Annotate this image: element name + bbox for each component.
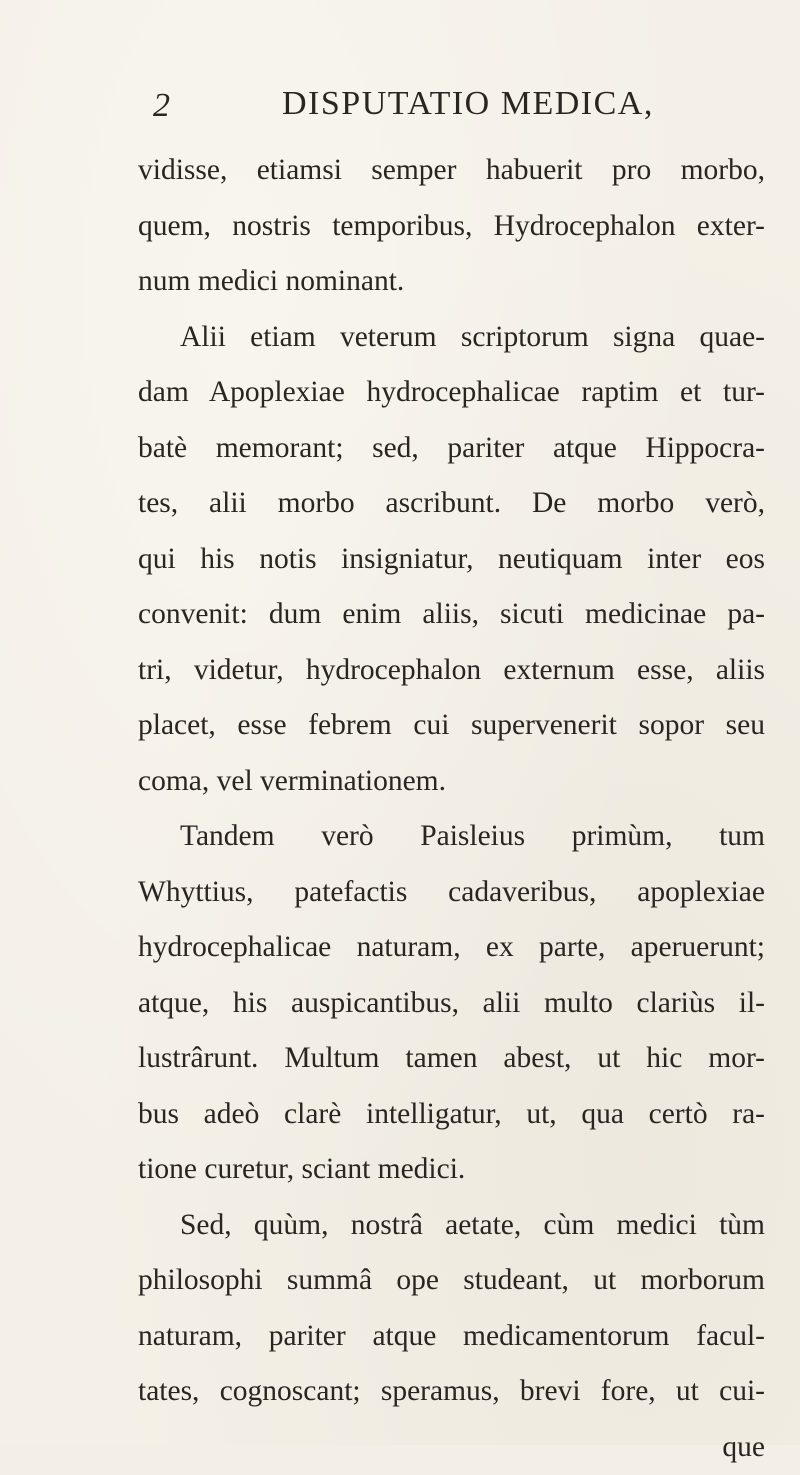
text-line: qui his notis insigniatur, neutiquam inter eos [138, 532, 765, 588]
text-line: quem, nostris temporibus, Hydrocephalon exter- [138, 199, 765, 255]
text-line: naturam, pariter atque medicamentorum facul- [138, 1309, 765, 1365]
text-line: dam Apoplexiae hydrocephalicae raptim et tur- [138, 365, 765, 421]
text-line: philosophi summâ ope studeant, ut morborum [138, 1253, 765, 1309]
text-line: tri, videtur, hydrocephalon externum esse, aliis [138, 643, 765, 699]
body-text [138, 143, 765, 1475]
text-line: num medici nominant. [138, 254, 765, 310]
text-line: bus adeò clarè intelligatur, ut, qua certò ra- [138, 1087, 765, 1143]
paragraph-start-line: Sed, quùm, nostrâ aetate, cùm medici tùm [138, 1198, 765, 1254]
text-line: vidisse, etiamsi semper habuerit pro morbo, [138, 143, 765, 199]
text-line: atque, his auspicantibus, alii multo clariùs il- [138, 976, 765, 1032]
text-line: tates, cognoscant; speramus, brevi fore, ut cui- [138, 1364, 765, 1420]
text-line: convenit: dum enim aliis, sicuti medicinae pa- [138, 587, 765, 643]
paragraph-start-line: Tandem verò Paisleius primùm, tum [138, 809, 765, 865]
page-number: 2 [153, 86, 170, 126]
running-head [0, 82, 800, 132]
text-line: Whyttius, patefactis cadaveribus, apoplexiae [138, 865, 765, 921]
text-line: lustrârunt. Multum tamen abest, ut hic mor- [138, 1031, 765, 1087]
text-line: coma, vel verminationem. [138, 754, 765, 810]
text-line: tione curetur, sciant medici. [138, 1142, 765, 1198]
text-line: batè memorant; sed, pariter atque Hippocra- [138, 421, 765, 477]
text-line: tes, alii morbo ascribunt. De morbo verò, [138, 476, 765, 532]
text-line: placet, esse febrem cui supervenerit sopor seu [138, 698, 765, 754]
running-head-title: DISPUTATIO MEDICA, [282, 82, 654, 126]
catchword: que [138, 1420, 765, 1475]
paragraph-start-line: Alii etiam veterum scriptorum signa quae- [138, 310, 765, 366]
text-line: hydrocephalicae naturam, ex parte, aperuerunt; [138, 920, 765, 976]
